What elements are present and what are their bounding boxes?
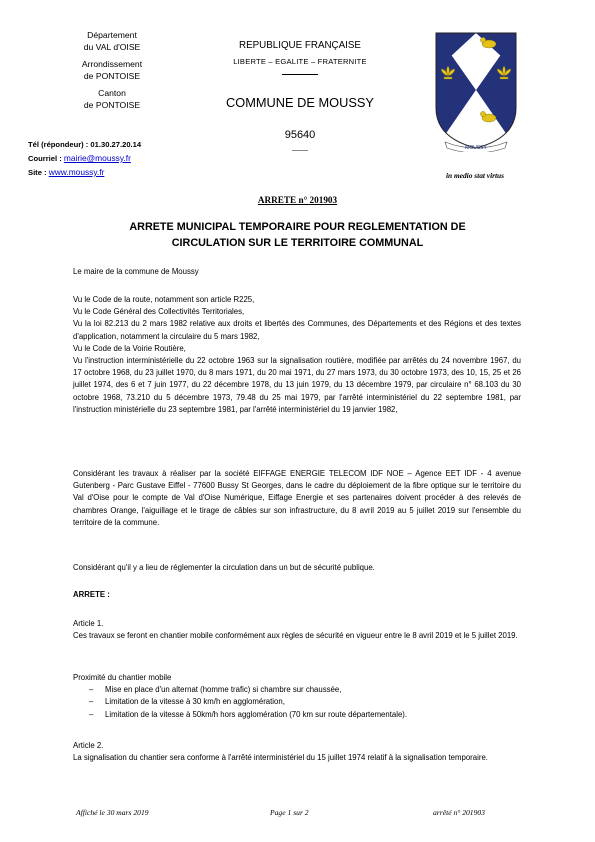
measure-speed-50: Limitation de la vitesse à 50km/h hors agglomération (70 km sur route départementale). [105,709,408,719]
administrative-header [32,30,192,112]
title-line2: CIRCULATION SUR LE TERRITOIRE COMMUNAL [171,237,424,249]
moussy-coat-of-arms-icon [433,30,519,152]
vu-instruction-1963: Vu l'instruction interministérielle du 22 octobre 1963 sur la signalisation routière, modifiée par arrêtés du 24 novembre 1967, du 17 octobre 1968, du 23 juillet 1970, du 8 mars 1971, du 20 mai 1971, du 27 mars 1973, du 30 octobre 1973, des 10, 15, 25 et 26 juillet 1974, des 6 et 7 juin 1977, du 22 décembre 1978, du 13 juin 1979, du 13 décembre 1979, par circulaire n° 68.103 du 30 octobre 1968, 73.210 du 5 décembre 1973, 79.48 du 25 mai 1979, par l'arrêté interministériel du 22 septembre 1981, par l'instruction ministérielle du 23 septembre 1981, par l'arrêté interministériel du 19 janvier 1982, [73,356,521,414]
considerant-safety: Considérant qu'il y a lieu de réglementer la circulation dans un but de sécurité publique. [73,563,375,572]
latin-motto: in medio stat virtus [445,171,505,180]
arrondissement-line2: de PONTOISE [83,70,141,81]
national-motto: LIBERTE – EGALITE – FRATERNITE [233,57,367,66]
footer-arrete-ref: arrêté n° 201903 [433,808,485,817]
arrondissement-line1: Arrondissement [81,59,143,70]
website-link[interactable]: www.moussy.fr [48,167,105,177]
proximite-title: Proximité du chantier mobile [73,673,172,682]
website-label: Site : [28,168,49,177]
article-1 [73,618,521,642]
vus-block [73,294,521,416]
considerant-works: Considérant les travaux à réaliser par la société EIFFAGE ENERGIE TELECOM IDF NOE – Agence EET IDF - 4 avenue Gutenberg - Parc Gustave Eiffel - 77600 Bussy St Georges, dans le cadre du déploiement de la fibre optique sur le territoire du Val d'Oise pour le compte de Val d'Oise Numérique, Eiffage Energie et ses partenaires doivent procéder à des relevés de chambres Orange, l'aiguillage et le tirage de câbles sur son infrastructure, du 8 avril 2019 au 5 juillet 2019 sur l'ensemble du territoire de la commune. [73,469,521,527]
departement-line1: Département [87,30,137,40]
intro-paragraph: Le maire de la commune de Moussy [73,267,199,276]
measures-list [73,684,521,721]
article-2-title: Article 2. [73,741,104,750]
article-2-text: La signalisation du chantier sera conforme à l'arrêté interministériel du 15 juillet 1974 relatif à la signalisation temporaire. [73,753,488,763]
list-item [89,684,521,696]
email-link[interactable]: mairie@moussy.fr [63,153,131,163]
vu-code-voirie: Vu le Code de la Voirie Routière, [73,343,186,353]
article-1-text: Ces travaux se feront en chantier mobile conformément aux règles de sécurité en vigueur entre le 8 avril 2019 et le 5 juillet 2019. [73,631,518,641]
article-1-title: Article 1. [73,619,104,628]
title-line1: ARRETE MUNICIPAL TEMPORAIRE POUR REGLEMENTATION DE [129,221,466,233]
measure-alternat: Mise en place d'un alternat (homme trafic) si chambre sur chaussée, [105,685,342,695]
email-label: Courriel : [28,154,64,163]
canton-line2: de PONTOISE [83,99,141,110]
article-2 [73,740,521,764]
footer-page-number: Page 1 sur 2 [270,808,309,817]
arrete-label: ARRETE : [73,590,110,599]
bullet-marker: – [89,685,94,695]
measure-speed-30: Limitation de la vitesse à 30 km/h en agglomération, [105,697,285,707]
proximite-section [73,672,521,721]
list-item [89,696,521,708]
republique-heading: REPUBLIQUE FRANÇAISE [239,40,361,51]
vu-cgct: Vu le Code Général des Collectivités Territoriales, [73,307,245,317]
commune-heading: COMMUNE DE MOUSSY [226,95,374,110]
footer-posted-date: Affiché le 30 mars 2019 [76,808,149,817]
list-item [89,709,521,721]
bullet-marker: – [89,697,94,707]
bullet-marker: – [89,709,94,719]
arrete-number: ARRETE n° 201903 [257,195,338,205]
departement-line2: du VAL d'OISE [83,41,141,52]
vu-code-route: Vu le Code de la route, notamment son article R225, [73,295,255,304]
telephone-line: Tél (répondeur) : 01.30.27.20.14 [28,140,142,149]
website-line [28,166,104,179]
email-line [28,152,131,165]
divider [282,74,318,75]
vu-loi-82-213: Vu la loi 82.213 du 2 mars 1982 relative aux droits et libertés des Communes, des Départements et des Régions et des textes d'application, notamment la circulaire du 5 mars 1982, [73,319,521,341]
canton-line1: Canton [98,88,126,99]
crest-banner-text: MOUSSY [465,145,487,151]
postal-code: 95640 [284,129,316,141]
document-title [80,219,515,251]
divider [292,150,308,151]
